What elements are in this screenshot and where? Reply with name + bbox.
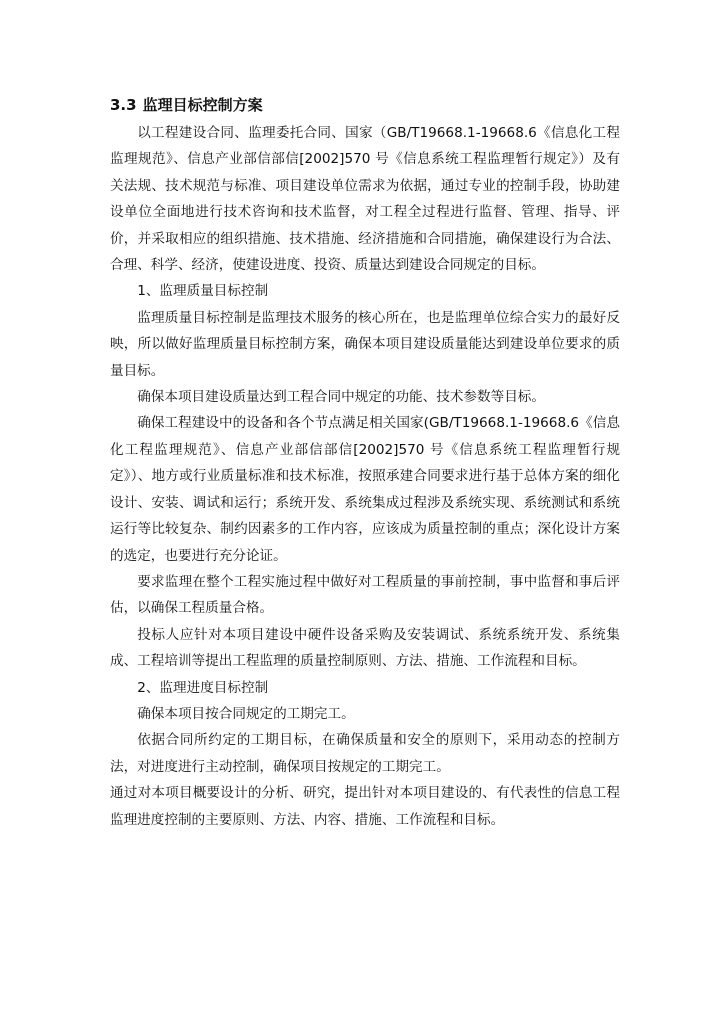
paragraph-schedule-method: 依据合同所约定的工期目标，在确保质量和安全的原则下，采用动态的控制方法，对进度进行主动控制，确保项目按规定的工期完工。 <box>110 732 620 775</box>
section-title: 监理目标控制方案 <box>142 96 263 114</box>
paragraph-quality-process: 要求监理在整个工程实施过程中做好对工程质量的事前控制，事中监督和事后评估，以确保工程质量合格。 <box>110 573 620 617</box>
paragraph-quality-bidder: 投标人应针对本项目建设中硬件设备采购及安装调试、系统系统开发、系统集成、工程培训等提出工程监理的质量控制原则、方法、措施、工作流程和目标。 <box>110 626 620 670</box>
paragraph-schedule-target: 确保本项目按合同规定的工期完工。 <box>137 705 355 722</box>
document-body <box>110 92 620 833</box>
subheading-quality-control: 1、监理质量目标控制 <box>137 283 269 300</box>
paragraph-quality-target: 确保本项目建设质量达到工程合同中规定的功能、技术参数等目标。 <box>137 389 545 406</box>
subheading-schedule-control: 2、监理进度目标控制 <box>137 679 269 696</box>
paragraph-schedule-analysis: 通过对本项目概要设计的分析、研究，提出针对本项目建设的、有代表性的信息工程监理进度控制的主要原则、方法、内容、措施、工作流程和目标。 <box>110 785 620 828</box>
paragraph-quality-core: 监理质量目标控制是监理技术服务的核心所在，也是监理单位综合实力的最好反映，所以做好监理质量目标控制方案，确保本项目建设质量能达到建设单位要求的质量目标。 <box>110 309 620 379</box>
paragraph-intro: 以工程建设合同、监理委托合同、国家（GB/T19668.1-19668.6《信息化工程监理规范》、信息产业部信部信[2002]570 号《信息系统工程监理暂行规定》）及有关法规、技术规范与标准、项目建设单位需求为依据，通过专业的控制手段，协助建设单位全面地进行技术咨询和技术监督，对工程全过程进行监督、管理、指导、评价，并采取相应的组织措施、技术措施、经济措施和合同措施，确保建设行为合法、合理、科学、经济，使建设进度、投资、质量达到建设合同规定的目标。 <box>110 125 620 274</box>
section-number: 3.3 <box>110 96 137 114</box>
section-heading <box>110 92 620 118</box>
paragraph-quality-standards: 确保工程建设中的设备和各个节点满足相关国家(GB/T19668.1-19668.6《信息化工程监理规范》、信息产业部信部信[2002]570 号《信息系统工程监理暂行规定》）、地方或行业质量标准和技术标准，按照承建合同要求进行基于总体方案的细化设计、安装、调试和运行；系统开发、系统集成过程涉及系统实现、系统测试和系统运行等比较复杂、制约因素多的工作内容，应该成为质量控制的重点；深化设计方案的选定，也要进行充分论证。 <box>110 415 620 564</box>
